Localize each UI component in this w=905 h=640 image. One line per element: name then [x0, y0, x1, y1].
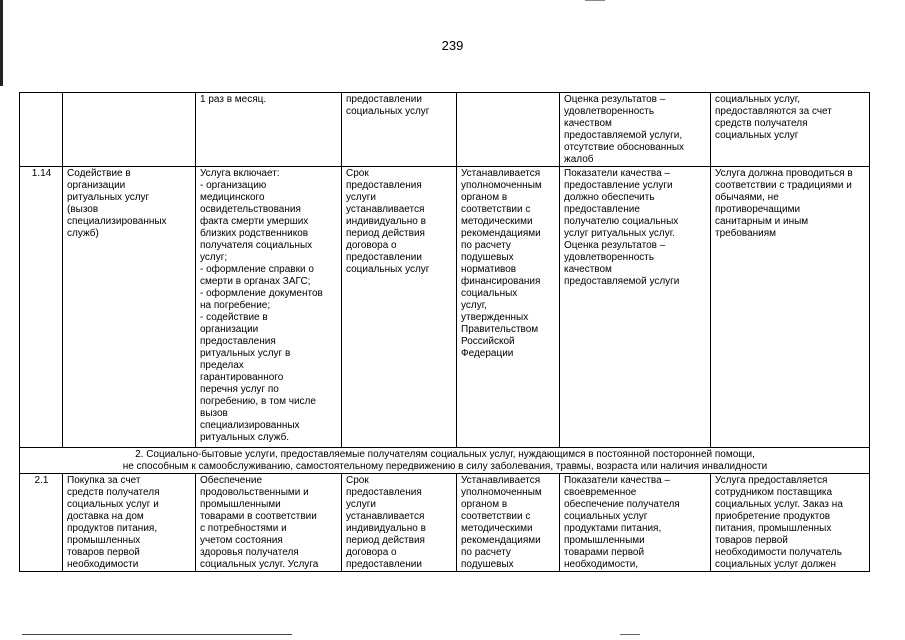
cell-service-term: предоставлении социальных услуг	[342, 93, 457, 167]
cell-service-content: 1 раз в месяц.	[196, 93, 342, 167]
table-row	[20, 474, 870, 572]
cell-conditions: социальных услуг, предоставляются за счет средств получателя социальных услуг	[711, 93, 870, 167]
scan-mark-bottom	[620, 634, 640, 635]
page-number: 239	[441, 38, 464, 53]
cell-quality-indicators: Оценка результатов – удовлетворенность качеством предоставляемой услуги, отсутствие обоснованных жалоб	[560, 93, 711, 167]
services-table	[19, 92, 870, 572]
footnote-rule	[22, 634, 292, 635]
cell-service-content: Услуга включает: - организацию медицинского освидетельствования факта смерти умерших близких родственников получателя социальных услуг; - оформление справки о смерти в органах ЗАГС; - оформление документов на погребение; - содействие в организации предоставления ритуальных услуг в пределах гарантированного перечня услуг по погребению, в том числе вызов специализированных ритуальных служб.	[196, 167, 342, 448]
table-row	[20, 93, 870, 167]
table-row	[20, 167, 870, 448]
cell-service-content: Обеспечение продовольственными и промышленными товарами в соответствии с потребностями и учетом состояния здоровья получателя социальных услуг. Услуга	[196, 474, 342, 572]
cell-conditions: Услуга должна проводиться в соответствии с традициями и обычаями, не противоречащими санитарным и иным требованиям	[711, 167, 870, 448]
cell-service-name: Содействие в организации ритуальных услуг (вызов специализированных служб)	[63, 167, 196, 448]
cell-number: 1.14	[20, 167, 63, 448]
cell-number: 2.1	[20, 474, 63, 572]
cell-per-capita-norm	[457, 93, 560, 167]
cell-per-capita-norm: Устанавливается уполномоченным органом в соответствии с методическими рекомендациями по расчету подушевых	[457, 474, 560, 572]
cell-quality-indicators: Показатели качества – своевременное обеспечение получателя социальных услуг продуктами питания, промышленными товарами первой необходимости,	[560, 474, 711, 572]
cell-service-name: Покупка за счет средств получателя социальных услуг и доставка на дом продуктов питания, промышленных товаров первой необходимости	[63, 474, 196, 572]
cell-conditions: Услуга предоставляется сотрудником поставщика социальных услуг. Заказ на приобретение продуктов питания, промышленных товаров первой необходимости получатель социальных услуг должен	[711, 474, 870, 572]
cell-service-term: Срок предоставления услуги устанавливается индивидуально в период действия договора о предоставлении	[342, 474, 457, 572]
section-title: 2. Социально-бытовые услуги, предоставляемые получателям социальных услуг, нуждающимся в постоянной посторонней помощи, не способным к самообслуживанию, самостоятельному передвижению в силу заболевания, травмы, возраста или наличия инвалидности	[20, 448, 870, 474]
cell-quality-indicators: Показатели качества – предоставление услуги должно обеспечить предоставление получателю социальных услуг ритуальных услуг. Оценка результатов – удовлетворенность качеством предоставляемой услуги	[560, 167, 711, 448]
scan-mark-top	[585, 0, 605, 1]
cell-service-name	[63, 93, 196, 167]
cell-per-capita-norm: Устанавливается уполномоченным органом в соответствии с методическими рекомендациями по расчету подушевых нормативов финансирования социальных услуг, утвержденных Правительством Российской Федерации	[457, 167, 560, 448]
cell-number	[20, 93, 63, 167]
cell-service-term: Срок предоставления услуги устанавливается индивидуально в период действия договора о предоставлении социальных услуг	[342, 167, 457, 448]
section-header-row	[20, 448, 870, 474]
